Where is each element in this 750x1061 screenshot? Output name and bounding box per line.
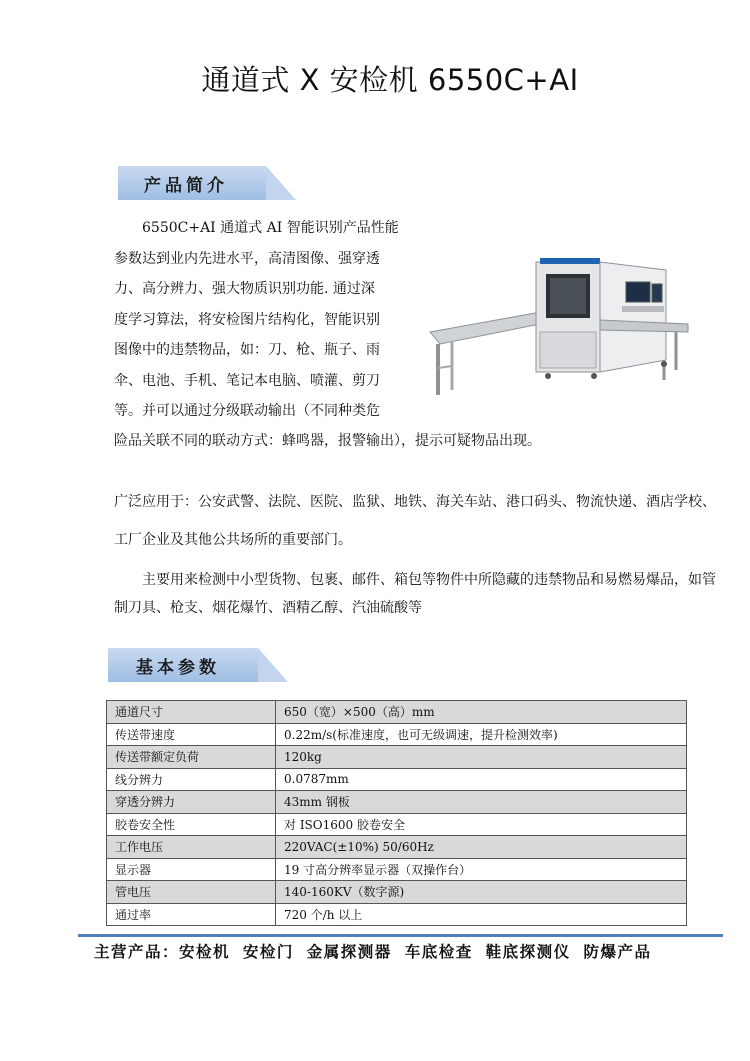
intro-line: 力、高分辨力、强大物质识别功能. 通过深 bbox=[114, 281, 375, 297]
spec-label: 传送带速度 bbox=[107, 723, 276, 746]
spec-value: 19 寸高分辨率显示器（双操作台） bbox=[276, 858, 687, 881]
section-heading-label: 产品简介 bbox=[144, 175, 228, 196]
table-row bbox=[107, 813, 687, 836]
spec-label: 显示器 bbox=[107, 858, 276, 881]
spec-value: 对 ISO1600 胶卷安全 bbox=[276, 813, 687, 836]
spec-label: 穿透分辨力 bbox=[107, 791, 276, 814]
spec-label: 工作电压 bbox=[107, 836, 276, 859]
table-row bbox=[107, 701, 687, 724]
spec-value: 120kg bbox=[276, 746, 687, 769]
table-row bbox=[107, 858, 687, 881]
spec-value: 220VAC(±10%) 50/60Hz bbox=[276, 836, 687, 859]
spec-label: 通过率 bbox=[107, 903, 276, 926]
spec-value: 0.0787mm bbox=[276, 768, 687, 791]
intro-paragraph bbox=[114, 213, 420, 427]
spec-label: 管电压 bbox=[107, 881, 276, 904]
table-row bbox=[107, 836, 687, 859]
application-paragraph: 广泛应用于：公安武警、法院、医院、监狱、地铁、海关车站、港口码头、物流快递、酒店学校、工厂企业及其他公共场所的重要部门。 bbox=[114, 494, 716, 548]
intro-line: 伞、电池、手机、笔记本电脑、喷灌、剪刀 bbox=[114, 372, 380, 389]
intro-line: 参数达到业内先进水平，高清图像、强穿透 bbox=[114, 250, 380, 267]
spec-label: 通道尺寸 bbox=[107, 701, 276, 724]
spec-value: 43mm 钢板 bbox=[276, 791, 687, 814]
table-row bbox=[107, 723, 687, 746]
table-row bbox=[107, 903, 687, 926]
spec-label: 传送带额定负荷 bbox=[107, 746, 276, 769]
page-title: 通道式 X 安检机 6550C+AI bbox=[201, 63, 579, 97]
intro-line: 6550C+AI 通道式 AI 智能识别产品性能 bbox=[142, 220, 399, 236]
spec-value: 140-160KV（数字源) bbox=[276, 881, 687, 904]
table-row bbox=[107, 881, 687, 904]
spec-label: 线分辨力 bbox=[107, 768, 276, 791]
table-row bbox=[107, 768, 687, 791]
main-use-paragraph: 主要用来检测中小型货物、包裹、邮件、箱包等物件中所隐藏的违禁物品和易燃易爆品，如管制刀具、枪支、烟花爆竹、酒精乙醇、汽油硫酸等 bbox=[114, 572, 716, 616]
footer-divider bbox=[78, 934, 723, 937]
spec-label: 胶卷安全性 bbox=[107, 813, 276, 836]
section-heading-label: 基本参数 bbox=[136, 657, 220, 678]
spec-value: 0.22m/s(标准速度，也可无级调速，提升检测效率) bbox=[276, 723, 687, 746]
intro-line: 度学习算法，将安检图片结构化，智能识别 bbox=[114, 311, 380, 328]
xray-machine-image bbox=[426, 240, 694, 400]
section-heading-intro bbox=[118, 166, 298, 200]
section-heading-params bbox=[108, 648, 288, 682]
spec-table bbox=[106, 700, 687, 926]
intro-line: 图像中的违禁物品，如：刀、枪、瓶子、雨 bbox=[114, 342, 380, 358]
spec-value: 650（宽）×500（高）mm bbox=[276, 701, 687, 724]
intro-paragraph-tail: 险品关联不同的联动方式：蜂鸣器，报警输出），提示可疑物品出现。 bbox=[114, 433, 541, 449]
table-row bbox=[107, 791, 687, 814]
footer-products: 主营产品：安检机 安检门 金属探测器 车底检查 鞋底探测仪 防爆产品 bbox=[94, 942, 652, 961]
spec-value: 720 个/h 以上 bbox=[276, 903, 687, 926]
table-row bbox=[107, 746, 687, 769]
intro-line: 等。并可以通过分级联动输出（不同种类危 bbox=[114, 403, 380, 419]
